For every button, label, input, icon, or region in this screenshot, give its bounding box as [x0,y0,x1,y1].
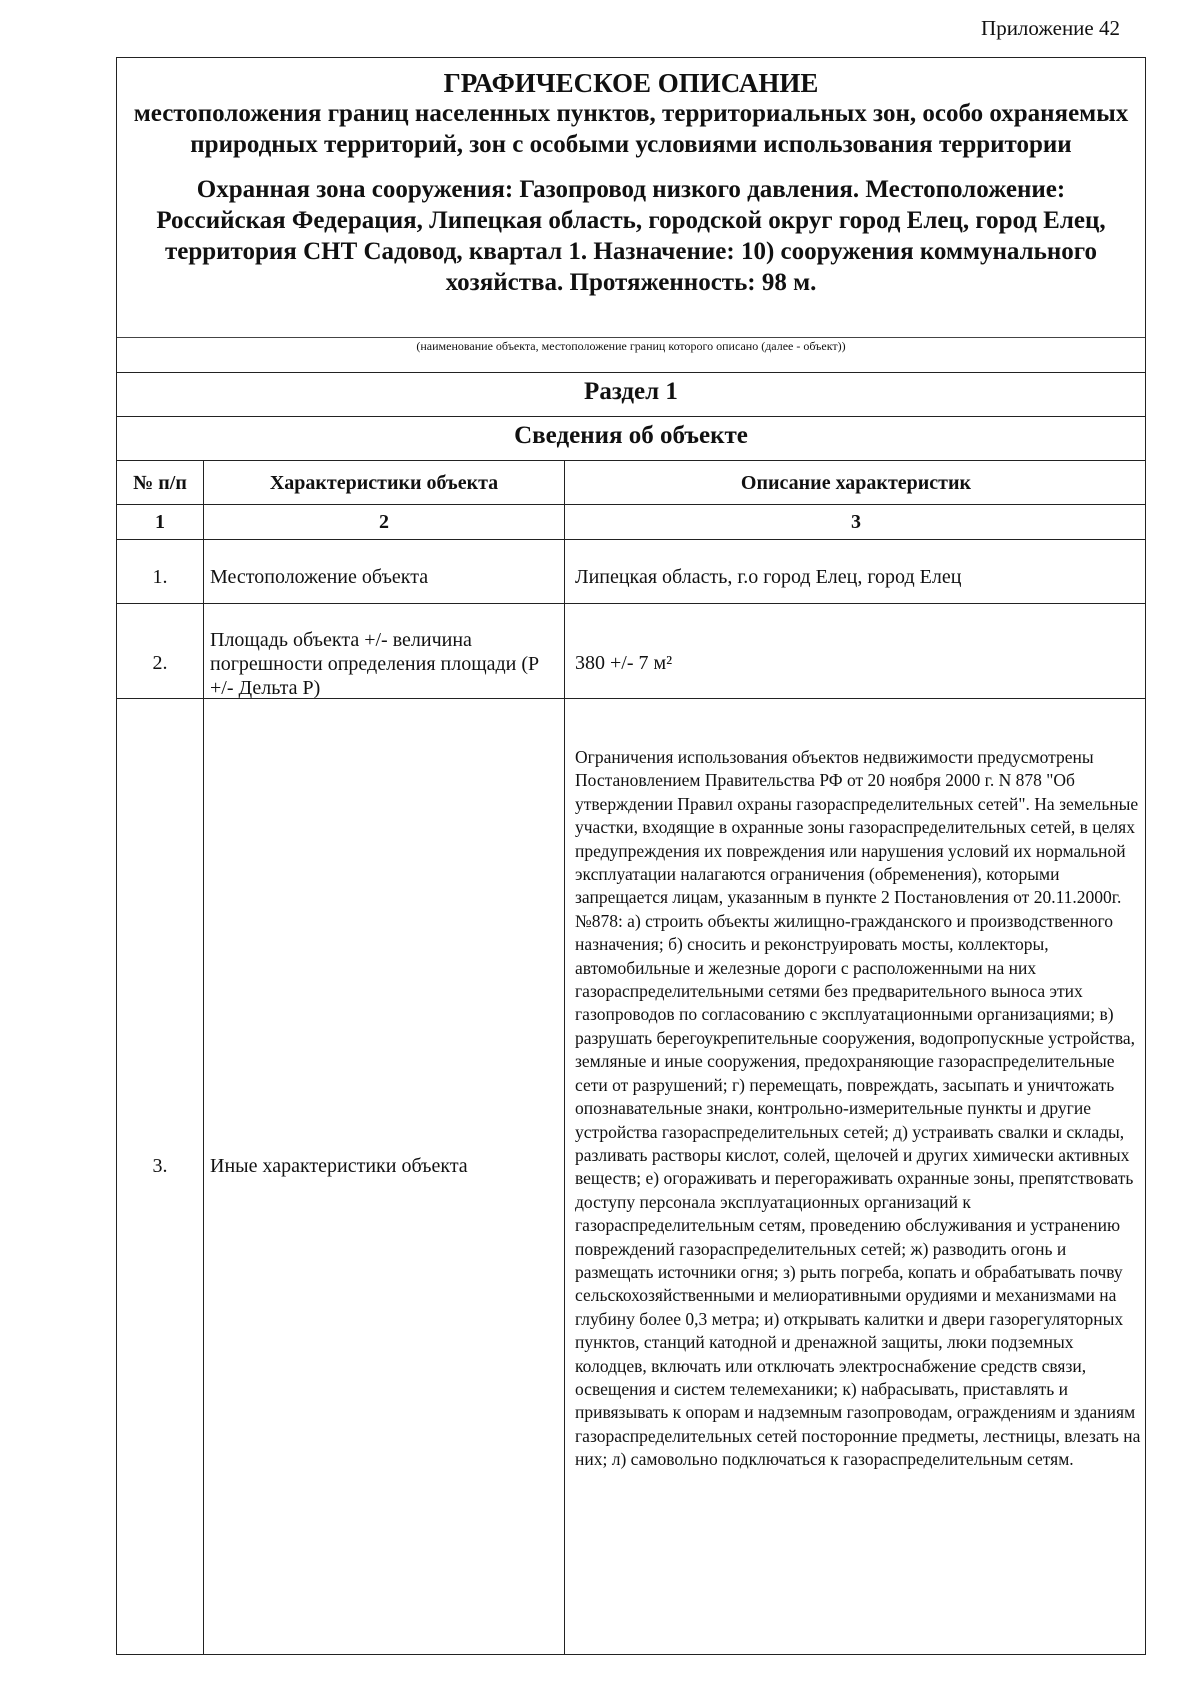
row-2-description: 380 +/- 7 м² [575,652,673,674]
row-2-number: 2. [152,652,168,674]
header-characteristic: Характеристики объекта [269,472,499,494]
row-2-characteristic: Площадь объекта +/- величина погрешности определения площади (Р +/- Дельта Р) [210,629,540,699]
column-divider-1 [203,460,204,1654]
header-number: № п/п [133,472,187,494]
header-description: Описание характеристик [740,472,972,494]
appendix-label: Приложение 42 [981,16,1120,40]
section-subtitle: Сведения об объекте [514,422,748,449]
section-divider-top [117,372,1145,373]
row-3-characteristic: Иные характеристики объекта [210,1155,468,1177]
row-2-divider [117,698,1145,699]
section-divider-middle [117,416,1145,417]
header-divider [117,504,1145,505]
row-1-characteristic: Местоположение объекта [210,566,429,588]
row-3-description: Ограничения использования объектов недвижимости предусмотрены Постановлением Правительства РФ от 20 ноября 2000 г. N 878 "Об утверждении Правил охраны газораспределительных сетей". На земельные участки, входящие в охранные зоны газораспределительных сетей, в целях предупреждения их повреждения или нарушения условий их нормальной эксплуатации налагаются ограничения (обременения), которыми запрещается лицам, указанным в пункте 2 Постановления от 20.11.2000г. №878: а) строить объекты жилищно-гражданского и производственного назначения; б) сносить и реконструировать мосты, коллекторы, автомобильные и железные дороги с расположенными на них газораспределительными сетями без предварительного выноса этих газопроводов по согласованию с эксплуатационными организациями; в) разрушать берегоукрепительные сооружения, водопропускные устройства, земляные и иные сооружения, предохраняющие газораспределительные сети от разрушений; г) перемещать, повреждать, засыпать и уничтожать опознавательные знаки, контрольно-измерительные пункты и другие устройства газораспределительных сетей; д) устраивать свалки и склады, разливать растворы кислот, солей, щелочей и других химически активных веществ; е) огораживать и перегораживать охранные зоны, препятствовать доступу персонала эксплуатационных организаций к газораспределительным сетям, проведению обслуживания и устранению повреждений газораспределительных сетей; ж) разводить огонь и размещать источники огня; з) рыть погреба, копать и обрабатывать почву сельскохозяйственными и мелиоративными орудиями и механизмами на глубину более 0,3 метра; и) открывать калитки и двери газорегуляторных пунктов, станций катодной и дренажной защиты, люки подземных колодцев, включать или отключать электроснабжение средств связи, освещения и систем телемеханики; к) набрасывать, приставлять и привязывать к опорам и надземным газопроводам, ограждениям и зданиям газораспределительных сетей посторонние предметы, лестницы, влезать на них; л) самовольно подключаться к газораспределительным сетям. [575,747,1141,1470]
caption-divider [117,337,1145,338]
column-number-2: 2 [379,511,389,533]
section-title: Раздел 1 [584,378,678,405]
column-number-3: 3 [851,511,861,533]
table-top-border [117,460,1145,461]
row-1-number: 1. [152,566,168,588]
column-divider-2 [564,460,565,1654]
row-1-description: Липецкая область, г.о город Елец, город Елец [575,566,962,588]
document-header [117,58,1145,298]
row-1-divider [117,603,1145,604]
document-subtitle: местоположения границ населенных пунктов, территориальных зон, особо охраняемых природных территорий, зон с особыми условиями использования территории [133,100,1129,158]
document-frame [116,57,1146,1655]
row-3-number: 3. [152,1155,168,1177]
document-title: ГРАФИЧЕСКОЕ ОПИСАНИЕ [443,68,819,98]
numbers-divider [117,539,1145,540]
column-number-1: 1 [155,511,165,533]
object-name: Охранная зона сооружения: Газопровод низкого давления. Местоположение: Российская Федерация, Липецкая область, городской округ город Елец, город Елец, территория СНТ Садовод, квартал 1. Назначение: 10) сооружения коммунального хозяйства. Протяженность: 98 м. [156,176,1106,296]
object-caption: (наименование объекта, местоположение границ которого описано (далее - объект)) [416,339,846,353]
